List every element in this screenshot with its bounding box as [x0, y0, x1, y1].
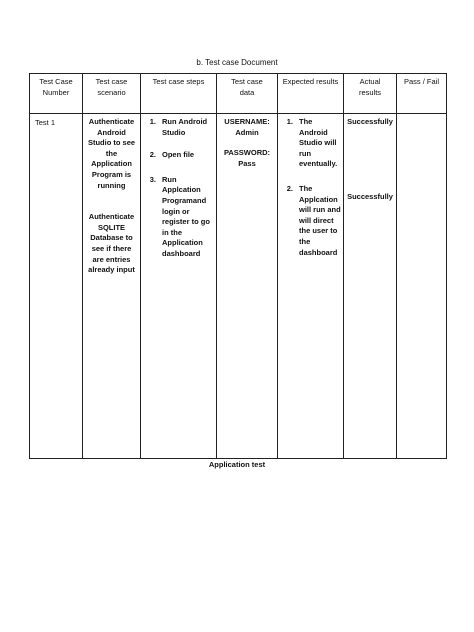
cell-actual-results — [344, 114, 397, 459]
list-item: 1. Run Android Studio — [149, 117, 208, 137]
header-test-case-data: Test case data — [217, 74, 278, 114]
cell-test-data — [217, 114, 278, 459]
scenario-text: Authenticate Android Studio to see the Application Program is running — [87, 117, 136, 190]
header-actual-results: Actual results — [344, 74, 397, 114]
header-test-case-steps: Test case steps — [141, 74, 217, 114]
cell-pass-fail — [397, 114, 447, 459]
cell-test-number: Test 1 — [30, 114, 83, 459]
list-item: 2. Open file — [149, 150, 195, 160]
list-item: 1. The Android Studio will run eventually. — [286, 117, 338, 169]
cell-scenario — [83, 114, 141, 459]
actual-result: Successfully — [347, 117, 393, 126]
list-item: 2. The Applcation will run and will direct the user to the dashboard — [286, 183, 341, 257]
table-header-row — [30, 74, 447, 114]
expected-list — [278, 114, 343, 258]
cell-steps — [141, 114, 217, 459]
data-username: USERNAME: Admin — [224, 117, 270, 137]
table-caption: Application test — [208, 460, 266, 469]
scenario-text: Authenticate SQLITE Database to see if there are entries already input — [88, 212, 135, 275]
document-heading: b. Test case Document — [196, 58, 278, 67]
data-password: PASSWORD: Pass — [223, 148, 271, 168]
header-test-case-scenario: Test case scenario — [83, 74, 141, 114]
cell-expected-results — [278, 114, 344, 459]
table-row — [30, 114, 447, 459]
steps-list — [141, 114, 216, 260]
list-item: 3. Run Applcation Programand login or register to go in the Application dashboard — [149, 174, 210, 258]
header-expected-results: Expected results — [278, 74, 344, 114]
header-test-case-number: Test Case Number — [30, 74, 83, 114]
actual-result: Successfully — [347, 191, 393, 201]
test-case-table — [29, 73, 447, 459]
header-pass-fail: Pass / Fail — [397, 74, 447, 114]
